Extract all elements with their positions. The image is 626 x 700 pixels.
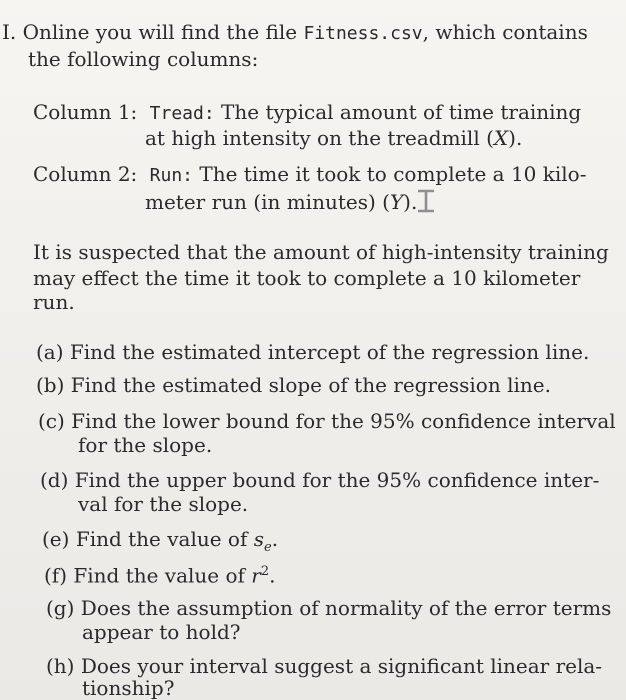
math-symbol: r: [251, 563, 261, 588]
variable-x: X: [493, 126, 509, 150]
part-text: Find the value of: [73, 563, 252, 588]
part-g: [46, 596, 611, 620]
column-1-desc-2: at high intensity on the treadmill (: [145, 126, 494, 150]
column-2-desc-2: meter run (in minutes) (: [145, 190, 390, 214]
column-2-desc-end: ).: [403, 190, 418, 214]
part-label: (d): [40, 468, 69, 492]
part-text: Find the estimated slope of the regression line.: [70, 373, 551, 397]
part-label: (f): [44, 563, 68, 588]
part-f: [44, 560, 276, 588]
part-label: (g): [46, 596, 75, 620]
problem-number: I.: [2, 20, 17, 44]
variable-y: Y: [389, 190, 404, 214]
problem-intro-line1: [2, 20, 588, 46]
column-2-name: Run:: [149, 165, 194, 186]
column-1-label: Column 1:: [33, 100, 138, 124]
column-2-line1: [33, 162, 586, 188]
part-end: .: [271, 527, 279, 551]
part-c: [38, 409, 616, 433]
column-2-line2: [145, 190, 417, 214]
part-d: [40, 468, 599, 492]
statement-line2: may effect the time it took to complete a 10 kilometer: [33, 266, 581, 290]
part-e: [42, 527, 278, 560]
part-g-line2: appear to hold?: [82, 620, 241, 644]
column-1-line2: [145, 126, 522, 150]
part-end: .: [269, 563, 276, 588]
column-1-desc-end: ).: [508, 126, 523, 150]
part-label: (e): [42, 527, 70, 551]
part-h: [46, 654, 602, 678]
statement-line1: It is suspected that the amount of high-intensity training: [33, 240, 609, 264]
part-label: (c): [38, 409, 65, 433]
math-superscript: 2: [260, 564, 270, 579]
problem-intro-line2: the following columns:: [28, 47, 259, 71]
part-text: Find the lower bound for the 95% confidence interval: [71, 409, 616, 433]
part-b: [36, 373, 551, 397]
part-h-line2: tionship?: [82, 676, 175, 700]
part-a: [36, 340, 589, 364]
intro-text-cont: , which contains: [422, 20, 588, 44]
part-text: Does the assumption of normality of the error terms: [80, 596, 612, 620]
math-symbol: s: [253, 527, 264, 551]
column-1-name: Tread:: [149, 103, 215, 124]
text-cursor-icon: [413, 188, 439, 214]
part-d-line2: val for the slope.: [78, 492, 249, 516]
part-text: Find the estimated intercept of the regression line.: [69, 340, 590, 364]
part-label: (b): [36, 373, 65, 397]
statement-line3: run.: [33, 290, 75, 314]
intro-text: Online you will find the file: [22, 20, 304, 44]
column-2-desc: The time it took to complete a 10 kilo-: [199, 162, 587, 186]
part-label: (h): [46, 654, 75, 678]
part-text: Find the upper bound for the 95% confidence inter-: [74, 468, 600, 492]
math-subscript: e: [264, 540, 272, 555]
part-text: Find the value of: [75, 527, 254, 551]
part-text: Does your interval suggest a significant linear rela-: [80, 654, 603, 678]
part-c-line2: for the slope.: [78, 433, 213, 457]
column-1-line1: [33, 100, 581, 126]
part-label: (a): [36, 340, 64, 364]
filename: Fitness.csv: [303, 23, 423, 44]
column-1-desc: The typical amount of time training: [221, 100, 582, 124]
column-2-label: Column 2:: [33, 162, 138, 186]
